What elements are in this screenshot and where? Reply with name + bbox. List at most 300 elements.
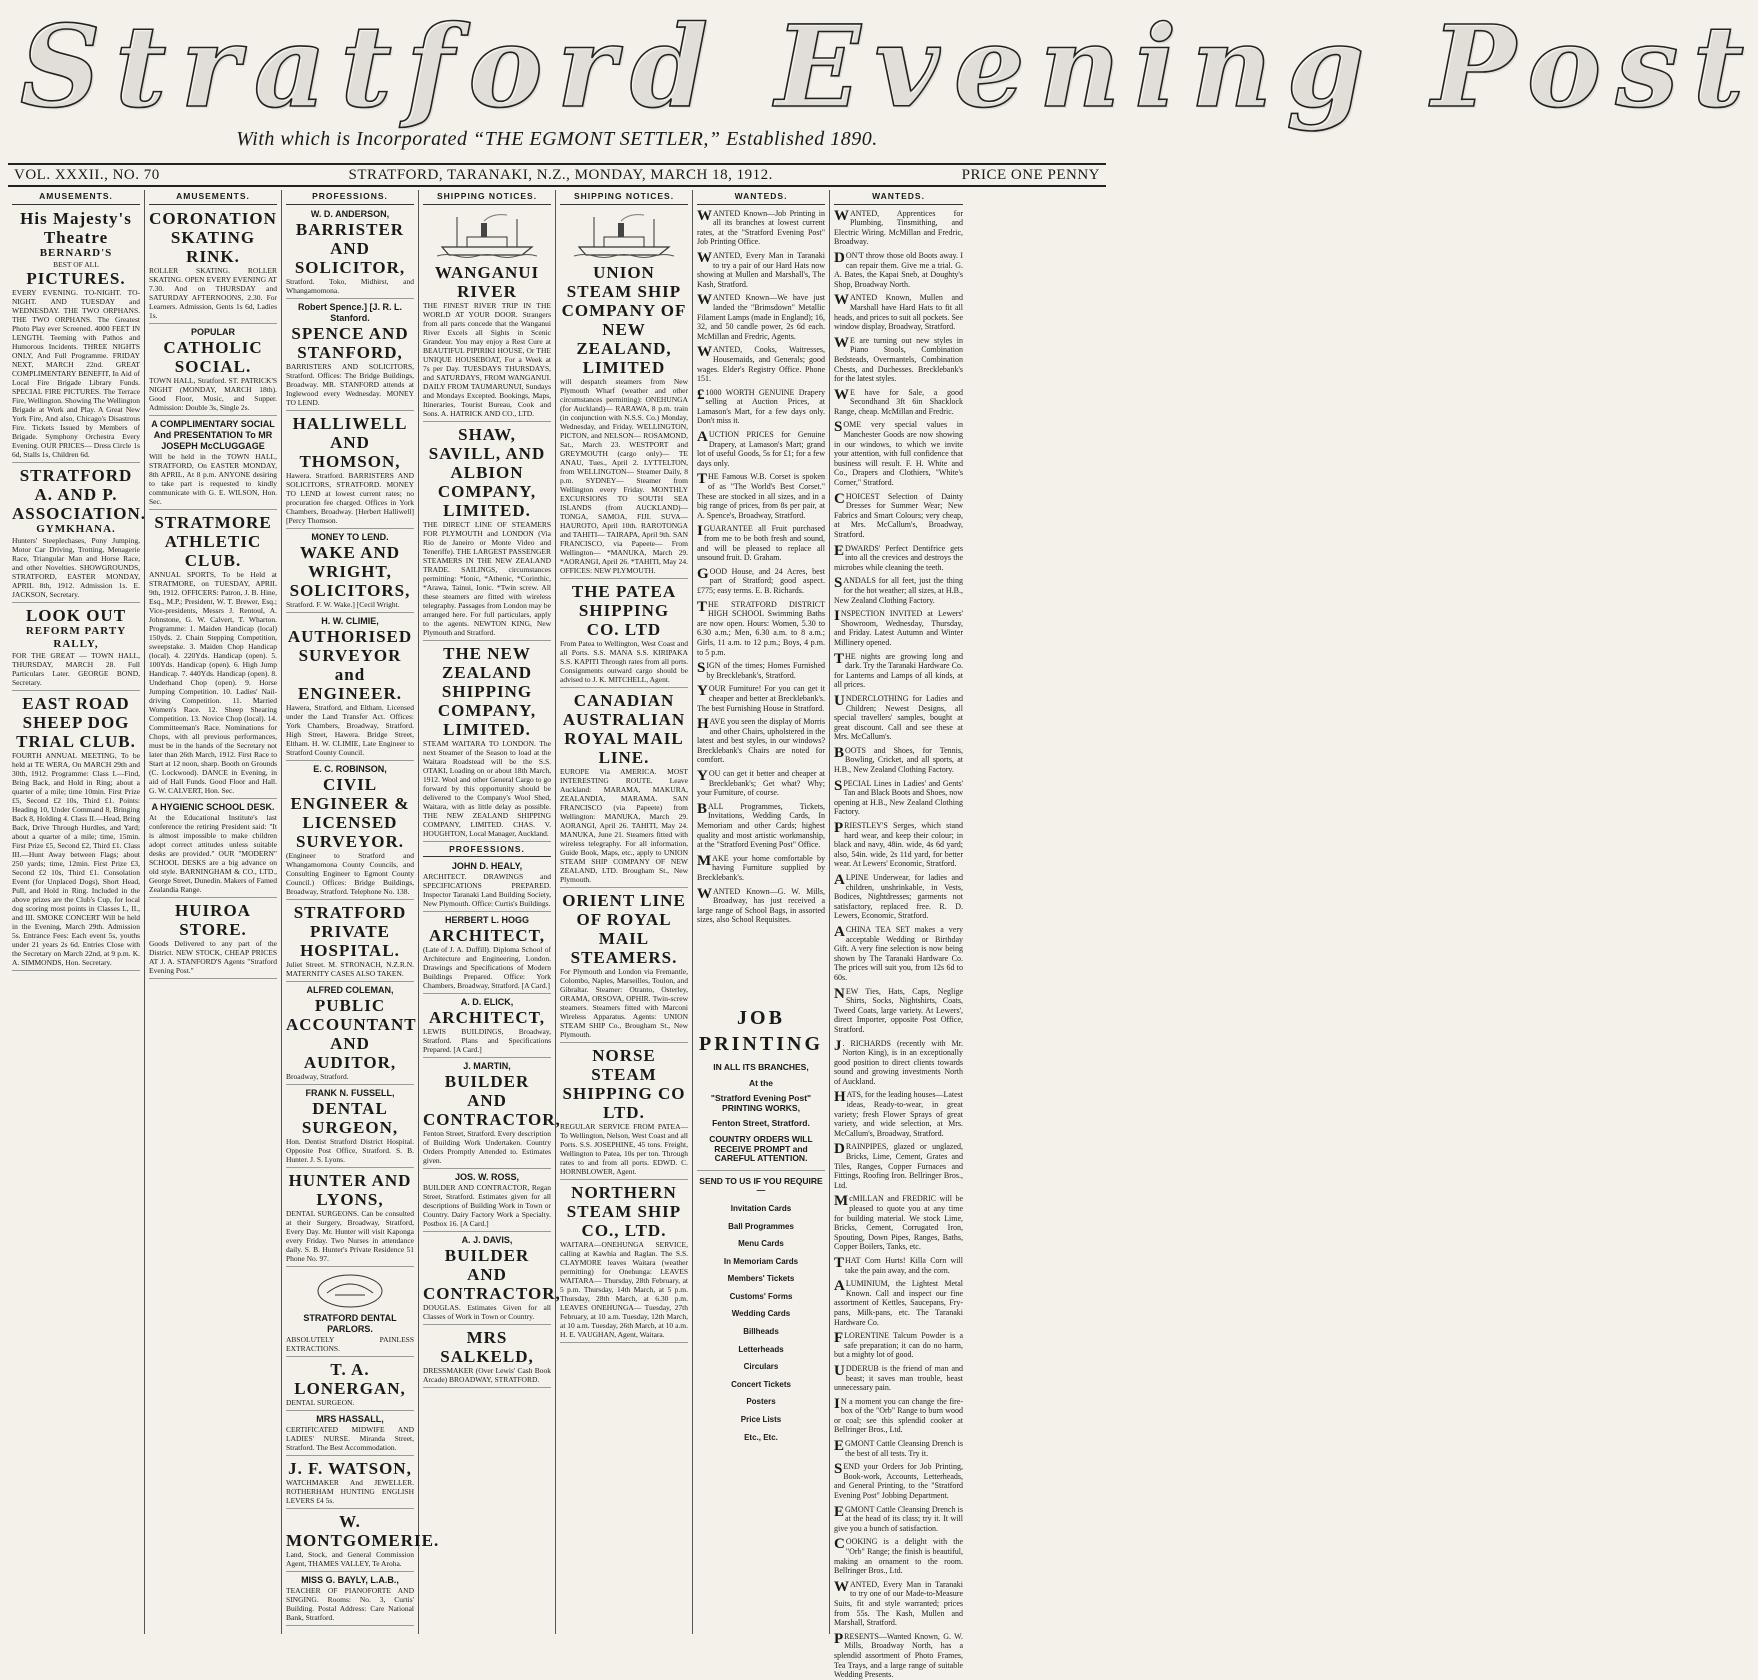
ad-heading: J. F. WATSON,: [288, 1458, 412, 1478]
drop-cap: U: [834, 692, 845, 709]
classified-text: GMONT Cattle Cleansing Drench is at the head of its class; try it. It will give you a bunch of satisfaction.: [834, 1504, 963, 1533]
advertisement: [560, 891, 688, 1043]
advertisement: [423, 845, 551, 913]
ad-body: STEAM WAITARA TO LONDON. The next Steamer of the Season to load at the Waitara Roadstead will be the S.S. OTAKI, Loading on or about 18th March, 1912. Wool and other General Cargo to go forward by this opportunity should be delivered to the Company's Wool Shed, Waitara, with as little delay as possible. THE NEW ZEALAND SHIPPING COMPANY, LIMITED. CHAS. V. HOUGHTON, Local Manager, Auckland.: [423, 738, 551, 838]
advertisement: [423, 1061, 561, 1169]
classified-text: ANTED Known—Job Printing in all its branches at lowest current rates, at the "Stratford Evening Post" Job Printing Office.: [697, 208, 825, 247]
ad-heading: CANADIAN AUSTRALIAN ROYAL MAIL LINE.: [562, 690, 686, 767]
drop-cap: T: [697, 471, 708, 488]
section-heading: PROFESSIONS.: [423, 845, 551, 858]
job-title-2: PRINTING: [698, 1032, 823, 1055]
ad-body: DRESSMAKER (Over Lewis' Cash Book Arcade) BROADWAY, STRATFORD.: [423, 1366, 551, 1385]
newspaper-subtitle: With which is Incorporated “THE EGMONT SETTLER,” Established 1890.: [236, 128, 878, 150]
classified-text: EW Ties, Hats, Caps, Neglige Shirts, Socks, Nightshirts, Coats, Tweed Coats, large variety. At Lewers', direct Importer, opposite Post Office, Stratford.: [834, 986, 963, 1034]
job-item: Circulars: [743, 1362, 779, 1372]
drop-cap: S: [834, 575, 843, 592]
column-wanteds-2: [830, 190, 967, 1680]
classified-ad: [834, 694, 963, 742]
classified-ad: [834, 576, 963, 605]
classified-ad: [834, 1462, 963, 1500]
ad-body: WAITARA—ONEHUNGA SERVICE, calling at Kawhia and Raglan. The S.S. CLAYMORE leaves Waitara (weather permitting) for Onehunga: LEAVES WAITARA— Thursday, 28th February, at 5 p.m. Thursday, 14th March, at 5 p.m. Thursday, 28th March, at 6.30 p.m. LEAVES ONEHUNGA— Tuesday, 27th February, at 10 a.m. Tuesday, 12th March, at 10 a.m. Tuesday, 26th March, at 10 a.m. H. E. VAUGHAN, Agent, Waitara.: [560, 1239, 688, 1339]
ad-heading: UNION STEAM SHIP COMPANY OF NEW ZEALAND, LIMITED: [561, 262, 687, 377]
classified-text: IGN of the times; Homes Furnished by Brecklebank's, Stratford.: [706, 661, 825, 680]
ad-body: will despatch steamers from New Plymouth Wharf (weather and other circumstances permitting): ONEHUNGA (for Auckland)— RARAWA, 8 p.m. train (in conjunction with N.S.S. Co.) Monday, Wednesday, and Friday. WELLINGTON, PICTON, and NELSON— ROSAMOND, Sat., March 23. WESTPORT and GREYMOUTH (cargo only)— TE ANAU, Tues., April 2. LYTTELTON, from WELLINGTON— Steamer Daily, 8 p.m. SYDNEY— Steamer from Wellington every Friday. MONTHLY EXCURSIONS TO SOUTH SEA ISLANDS (from AUCKLAND)— TONGA, SAMOA, FIJI. SUVA— HAUROTO, April 10th. RAROTONGA and TAHITI— TAIRAPA, April 9th. SAN FRANCISCO, via Papeete— From Wellington— *MANUKA, March 29. *AORANGI, April 26. *TAHITI, May 24. OFFICES: NEW PLYMOUTH.: [560, 376, 688, 575]
advertisement: [149, 209, 277, 324]
classified-ad: [834, 1331, 963, 1360]
drop-cap: T: [834, 650, 845, 667]
classified-ad: [697, 251, 825, 289]
ad-heading: T. A. LONERGAN,: [294, 1359, 406, 1398]
ad-heading: EAST ROAD SHEEP DOG TRIAL CLUB.: [16, 693, 136, 751]
classified-ad: [697, 802, 825, 850]
job-item: Billheads: [743, 1327, 779, 1337]
advertisement: [286, 209, 414, 299]
classified-text: HOICEST Selection of Dainty Dresses for Summer Wear; New Fabrics and Smart Colours; very cheap, at Mrs. McCallum's, Broadway, Stratford.: [834, 491, 963, 539]
drop-cap: S: [697, 660, 706, 677]
drop-cap: S: [834, 777, 843, 794]
classified-ad: [697, 661, 825, 680]
drop-cap: W: [697, 207, 712, 224]
ad-subheading: POPULAR: [190, 326, 235, 337]
drop-cap: B: [834, 744, 845, 761]
drop-cap: E: [834, 1438, 845, 1455]
classified-text: UCTION PRICES for Genuine Drapery, at Lamason's Mart; grand lot of useful Goods, 5s for £1; for a few days only.: [697, 430, 825, 468]
classified-ad: [834, 420, 963, 487]
ad-body: DOUGLAS. Estimates Given for all Classes of Work in Town or Country.: [423, 1303, 551, 1322]
column-shipping-1: [419, 190, 561, 1634]
dental-emblem-illustration: [315, 1271, 385, 1309]
ad-body: At the Educational Institute's last conference the retiring President said: "It is almost impossible to make children adopt correct attitudes unless suitable desks are provided." OUR "MODERN" SCHOOL DESKS are a big advance on old style. BARNINGHAM & CO., LTD., George Street, Dunedin. Makers of Famed Zealandia Range.: [149, 812, 277, 894]
advertisement: [286, 414, 414, 529]
ad-heading: CORONATION SKATING RINK.: [149, 208, 277, 266]
drop-cap: W: [834, 386, 849, 403]
classified-ad: [697, 684, 825, 713]
classified-text: ALL Programmes, Tickets, Invitations, Wedding Cards, In Memoriam and other Cards; highest quality and most artistic workmanship, at the "Stratford Evening Post" Office.: [697, 801, 825, 850]
drop-cap: F: [834, 1330, 844, 1347]
classified-text: HE nights are growing long and dark. Try the Taranaki Hardware Co. for Lanterns and Lamps of all kinds, at all prices.: [834, 651, 963, 690]
ad-heading: NORSE STEAM SHIPPING CO LTD.: [562, 1045, 686, 1122]
classified-text: HE STRATFORD DISTRICT HIGH SCHOOL Swimming Baths are now open. Hours: Women, 5.30 to 6.30 a.m.; Men, 6.30 a.m. to 8 a.m.; Girls, 11 a.m. to 12 p.m.; Boys, 4 p.m. to 5 p.m.: [697, 599, 825, 657]
ad-body: (Late of J. A. Duffill). Diploma School of Architecture and Engineering, London. Drawings and Specifications of Modern Buildings Prepared. Office: York Chambers, Broadway, Stratford. [A Card.]: [423, 945, 551, 991]
classified-text: NDERCLOTHING for Ladies and Children; Newest Designs, all special travellers' samples, bought at great discount. Call and see these at Mrs. McCallum's.: [834, 693, 963, 742]
classified-text: GMONT Cattle Cleansing Drench is the best of all tests. Try it.: [845, 1439, 963, 1458]
ad-body: CERTIFICATED MIDWIFE AND LADIES' NURSE. Miranda Street, Stratford. The Best Accommodation.: [286, 1424, 414, 1452]
classified-text: E are turning out new styles in Piano Stools, Combination Bedsteads, Overmantels, Combination Chests, and Duchesses. Brecklebank's for the latest styles.: [834, 335, 963, 384]
classified-ad: [834, 1439, 963, 1458]
ad-body: THE FINEST RIVER TRIP IN THE WORLD AT YOUR DOOR. Strangers from all parts concede that the Wanganui River Excels all Sights in Scenic Grandeur. You may enjoy a Rest Cure at BEAUTIFUL PIPIRIKI HOUSE, Or THE UNIQUE HOUSEBOAT, For a Week at 7s per Day. TUESDAYS THURSDAYS, and SATURDAYS, FROM WANGANUI. DAILY FROM TAUMARUNUI, Sundays and Mondays Excepted. Bookings, Maps, Itineraries, Tourist Bureau, Cook and Sons. A. HATRICK AND CO., LTD.: [423, 300, 551, 418]
classified-text: ANTED Known—G. W. Mills, Broadway, has just received a large range of School Bags, in assorted sizes, also School Requisites.: [697, 886, 825, 925]
classified-text: OU can get it better and cheaper at Brecklebank's; Get what? Why; your Furniture, of course.: [697, 769, 825, 798]
drop-cap: P: [834, 820, 844, 837]
ad-heading: THE NEW ZEALAND SHIPPING COMPANY, LIMITED.: [437, 643, 537, 739]
ad-title: REFORM PARTY RALLY,: [25, 624, 127, 650]
ad-heading: CATHOLIC SOCIAL.: [163, 337, 263, 376]
advertisement: [149, 327, 277, 416]
ad-heading: HUNTER AND LYONS,: [288, 1170, 412, 1209]
classified-ad: [834, 821, 963, 869]
advertisement: [149, 419, 277, 510]
classified-text: CHINA TEA SET makes a very acceptable Wedding or Birthday Gift. A very fine selection is now being shown by The Taranaki Hardware Co. The prices will suit you, from 12s 6d to 60s.: [834, 924, 963, 982]
ad-body: Broadway, Stratford.: [286, 1071, 349, 1081]
column-wanteds-1: [693, 190, 830, 1634]
classified-text: . RICHARDS (recently with Mr. Norton King), is in an exceptionally good position to direct clients towards sound and growing investments North of Auckland.: [834, 1038, 963, 1086]
classified-ad: [834, 987, 963, 1035]
drop-cap: N: [834, 985, 845, 1002]
classified-ad: [697, 209, 825, 247]
classified-ad: [834, 925, 963, 983]
drop-cap: H: [697, 716, 709, 733]
drop-cap: E: [834, 1503, 845, 1520]
ad-subheading: MONEY TO LEND.: [311, 531, 389, 542]
drop-cap: E: [834, 542, 845, 559]
job-item: Customs' Forms: [729, 1291, 793, 1301]
classified-text: cMILLAN and FREDRIC will be pleased to quote you at any time for building material. We stock Lime, Bricks, Cement, Corrugated Iron, Spouting, Down Pipes, Ranges, Baths, Copper Boilers, Tanks, etc.: [834, 1194, 963, 1252]
ad-heading: AUTHORISED SURVEYOR and ENGINEER.: [287, 626, 413, 703]
classified-text: ON'T throw those old Boots away. I can repair them. Give me a trial. G. A. Bates, the Kapai Sneb, at Doughty's Shop, Broadway North.: [834, 250, 963, 289]
classified-ad: [834, 336, 963, 384]
classified-text: DWARDS' Perfect Dentifrice gets into all the crevices and destroys the microbes while cleaning the teeth.: [834, 543, 963, 572]
ad-subheading: HERBERT L. HOGG: [444, 915, 529, 926]
ad-body: From Patea to Wellington, West Coast and all Ports. S.S. MANA S.S. KIRIPAKA S.S. KAPITI Through rates from all ports. Consignments outward cargo should be advised to J. K. MITCHELL, Agent.: [560, 638, 688, 684]
classified-ad: [834, 1632, 963, 1680]
ad-body: Stratford. Toko, Midhirst, and Whangamomona.: [286, 276, 414, 295]
job-item: Concert Tickets: [731, 1379, 791, 1389]
classified-text: N a moment you can change the fire-box of the "Orb" Range to burn wood or coal; see this splendid cooker at Bellringer Bros., Ltd.: [834, 1396, 963, 1435]
job-item: Posters: [746, 1397, 776, 1407]
drop-cap: A: [697, 429, 708, 446]
drop-cap: S: [834, 1461, 843, 1478]
classified-text: NSPECTION INVITED at Lewers' Showroom, Wednesday, Thursday, and Friday. Latest Autumn and Winter Millinery opened.: [834, 609, 963, 647]
ad-body: (Engineer to Stratford and Whangamomona County Councils, and Consulting Engineer to Egmont County Council.) Offices: Bridge Buildings, Broadway, Stratford. Telephone No. 138.: [286, 850, 414, 896]
column-heading: SHIPPING NOTICES.: [560, 192, 688, 205]
ad-title: GYMKHANA.: [36, 522, 116, 535]
classified-text: PECIAL Lines in Ladies' and Gents' Tan and Black Boots and Shoes, now opening at H.B., New Zealand Clothing Factory.: [834, 778, 963, 817]
ad-body: FOURTH ANNUAL MEETING, To be held at TE WERA, On MARCH 29th and 30th, 1912. Programme: Class I.—Find, Bring Back, and Hold in Ring; about a quarter of a mile; time 10min. First Prize £5, Second £2 10s, Third £1. Points: Heading 10, Under Command 8, Bringing Back 8, Holding 4. Class II.—Head, Bring Back, Drive Through Hurdles, and Yard; about a quarter of a mile; time, 15min. First Prize £5, Second £2, Third £1. Class III.—Hunt Away between Flags; about 250 yards; time, 12min. First Prize £3, Second £2 10s, Third £1. Consolation Event (for Unplaced Dogs), Short Head, Pull, and Hold in Ring. Included in the above prizes are the Club's Cup, for local dog scoring most points in Classes I., II., and III. SMOKE CONCERT Will be held in the Evening, March 29th. Admission 5s. Entrance Fees: Each event 5s, youths under 21 years 2s 6d. Entries Close with the Secretary on March 22nd, at 9 p.m. K. A. SIMMONDS, Hon. Secretary.: [12, 750, 140, 967]
drop-cap: W: [697, 885, 712, 902]
ad-body: Goods Delivered to any part of the District. NEW STOCK, CHEAP PRICES AT J. A. STANFORD'S Agents "Stratford Evening Post.": [149, 938, 277, 975]
advertisement: [423, 1235, 561, 1325]
ad-heading: W. MONTGOMERIE.: [286, 1511, 440, 1550]
advertisement: [149, 513, 277, 799]
ad-heading: HALLIWELL AND THOMSON,: [292, 413, 408, 471]
advertisement: [286, 1088, 414, 1168]
classified-ad: [834, 1580, 963, 1628]
advertisement: [560, 1183, 688, 1343]
advertisement: [286, 984, 417, 1085]
job-item: Letterheads: [738, 1344, 784, 1354]
ad-subheading: STRATFORD DENTAL PARLORS.: [303, 1312, 397, 1334]
ad-body: ANNUAL SPORTS, To be Held at STRATMORE, on TUESDAY, APRIL 9th, 1912. OFFICERS: Patron, J. B. Hine, Esq., M.P.; President, W. T. Brewer, Esq.; Vice-presidents, Messrs J. Rentoul, A. Johnstone, G. W. Calvert, T. Wharton. Programme: 1. Maiden Handicap (local) 150yds. 2. Chain Stepping Competition, sweepstake. 3. Maiden Chop Handicap (local). 4. 220Yds. Handicap (open). 5. 100Yds. Handicap (open). 6. High Jump Handicap. 7. 440Yds. Handicap (open). 8. Underhand Chop (open). 9. Horse Jumping Competition. 10. Ladies' Nail-driving Competition. 11. Married Women's Race. 12. Sheep Shearing Competition. 13. Novice Chop (local). 14. Committeeman's Race. Nominations for Chops, with all previous performances, must be in the hands of the Secretary not later than 26th March, 1912. First Race to Start at 12 noon, sharp. Booth on Grounds (C. Lockwood). DANCE in Evening, in aid of Hall Funds. Good Floor and Hall. G. W. CALVERT, Hon. Sec.: [149, 569, 277, 795]
job-printing-ad: [697, 1005, 825, 1442]
ad-body: Hunters' Steeplechases, Pony Jumping, Motor Car Driving, Trotting, Menagerie Race, Triangular Man and Horse Race, and other Novelties. SHOWGROUNDS, STRATFORD, EASTER MONDAY, APRIL 8th, 1912. Admission 1s. E. JACKSON, Secretary.: [12, 535, 140, 599]
classified-ad: [697, 388, 825, 426]
ad-body: Juliet Street. M. STRONACH, N.Z.R.N. MATERNITY CASES ALSO TAKEN.: [286, 959, 414, 978]
job-item: Menu Cards: [738, 1239, 784, 1249]
advertisement: [12, 465, 147, 603]
classified-ad: [834, 1142, 963, 1190]
advertisement: [12, 209, 140, 463]
drop-cap: A: [834, 872, 845, 888]
classified-ad: [697, 717, 825, 765]
job-item: Invitation Cards: [730, 1203, 792, 1213]
ad-body: For Plymouth and London via Fremantle, Colombo, Naples, Marseilles, Toulon, and Gibraltar. Steamer: Otranto, Osterley, ORAMA, ORSOVA, OPHIR. Twin-screw steamers. Steamers fitted with Marconi Wireless Apparatus. Agents: UNION STEAM SHIP Co., Brougham St., New Plymouth.: [560, 966, 688, 1039]
drop-cap: H: [834, 1089, 846, 1106]
classified-ad: [834, 873, 963, 921]
classified-ad: [697, 430, 825, 468]
classified-text: OUR Furniture! For you can get it cheaper and better at Brecklebank's. The best Furnishing House in Stratford.: [697, 684, 825, 713]
advertisement: [423, 209, 551, 422]
drop-cap: M: [697, 852, 712, 869]
newspaper-title: Stratford Evening Post: [20, 2, 1758, 133]
classified-text: ANTED Known—We have just landed the "Brimsdown" Metallic Filament Lamps (made in England); 16, 32, and 50 candle power, 2s 6d each. McMillan and Fredric, Agents.: [697, 293, 825, 341]
ad-title: BERNARD'S: [39, 246, 113, 259]
ad-subheading: J. MARTIN,: [463, 1061, 511, 1072]
ad-body: FOR THE GREAT — TOWN HALL, THURSDAY, MARCH 28. Full Particulars Later. GEORGE BOND, Secretary.: [12, 650, 140, 687]
job-item: Price Lists: [740, 1415, 782, 1425]
job-title: JOB: [737, 1006, 785, 1029]
drop-cap: I: [834, 608, 840, 625]
page-columns: [8, 190, 1106, 1680]
classified-text: HE Famous W.B. Corset is spoken of as "The World's Best Corset." These are stocked in all sizes, and in a big range of prices, from 8s per pair, at A. Spence's, Broadway, Stratford.: [697, 472, 825, 520]
drop-cap: S: [834, 419, 843, 436]
classified-ad: [697, 472, 825, 520]
ad-body: DENTAL SURGEONS. Can be consulted at their Surgery, Broadway, Stratford, Every Day. Mr. Hunter will visit Kaponga every Friday. Two Nurses in attendance daily. S. B. Hunter's Private Residence 51 Phone No. 97.: [286, 1208, 414, 1263]
classified-text: 1000 WORTH GENUINE Drapery selling at Auction Prices, at Lamason's Mart, for a few days only. Don't miss it.: [697, 387, 825, 426]
classified-text: LORENTINE Talcum Powder is a safe preparation; it can do no harm, but a mighty lot of good.: [834, 1331, 963, 1360]
dateline: [8, 163, 1106, 187]
job-at: At the: [748, 1077, 774, 1088]
column-amusements-1: [8, 190, 145, 1634]
drop-cap: £: [697, 386, 705, 403]
classified-text: END your Orders for Job Printing, Book-work, Accounts, Letterheads, and General Printing, to the "Stratford Evening Post" Jobbing Department.: [834, 1462, 963, 1501]
ad-subheading: E. C. ROBINSON,: [313, 763, 387, 774]
steamship-illustration: [437, 209, 537, 259]
classified-ad: [697, 567, 825, 596]
place-date: STRATFORD, TARANAKI, N.Z., MONDAY, MARCH 18, 1912.: [348, 166, 773, 183]
ad-heading: STRATMORE ATHLETIC CLUB.: [154, 512, 272, 570]
classified-ad: [834, 251, 963, 289]
volume-number: VOL. XXXII., NO. 70: [14, 166, 160, 183]
ad-heading: ARCHITECT,: [429, 926, 545, 946]
classified-text: E have for Sale, a good Secondhand 3ft 6in Shacklock Range, cheap. McMillan and Fredric.: [834, 387, 963, 416]
classified-text: RESENTS—Wanted Known, G. W. Mills, Broadway North, has a splendid assortment of Photo Frames, Tea Trays, and a large range of suitable Wedding Presents.: [834, 1631, 963, 1680]
ad-subheading: A HYGIENIC SCHOOL DESK.: [151, 801, 275, 812]
column-heading: SHIPPING NOTICES.: [423, 192, 551, 205]
classified-ad: [834, 779, 963, 817]
classified-text: OME very special values in Manchester Goods are now showing in our windows, to which we invite your attention, with full confidence that business will result. F. H. White and Co., Drapers and Clothiers, "White's Corner," Stratford.: [834, 420, 963, 488]
drop-cap: W: [697, 292, 712, 309]
drop-cap: U: [834, 1362, 845, 1379]
ad-heading: ARCHITECT,: [429, 1008, 545, 1028]
ad-body: Hawera, Stratford, and Eltham. Licensed under the Land Transfer Act. Offices: York Chambers, Broadway, Stratford. High Street, Hawera. Bridge Street, Eltham. H. W. CLIMIE, Late Engineer to Stratford County Council.: [286, 702, 414, 757]
drop-cap: C: [834, 490, 845, 507]
advertisement: [423, 915, 551, 994]
classified-ad: [834, 293, 963, 331]
classified-text: LUMINIUM, the Lightest Metal Known. Call and inspect our fine assortment of Kettles, Saucepans, Fry-pans, Milk-pans, etc. The Taranaki Hardware Co.: [834, 1279, 963, 1327]
advertisement: [12, 606, 140, 691]
ad-body: TOWN HALL, Stratford. ST. PATRICK'S NIGHT (MONDAY, MARCH 18th). Good Floor, Music, and Supper. Admission: Double 3s, Single 2s.: [149, 375, 277, 412]
ad-subheading: JOHN D. HEALY,: [451, 861, 523, 872]
advertisement: [286, 1511, 440, 1572]
ad-heading: BARRISTER AND SOLICITOR,: [294, 219, 406, 277]
drop-cap: W: [834, 334, 849, 351]
classified-ad: [834, 1194, 963, 1252]
ad-heading: MRS SALKELD,: [440, 1328, 534, 1367]
classified-ad: [834, 652, 963, 690]
ad-heading: HUIROA STORE.: [175, 900, 251, 939]
job-item: Wedding Cards: [731, 1309, 791, 1319]
advertisement: [12, 694, 140, 971]
drop-cap: D: [834, 1141, 845, 1158]
column-heading: WANTEDS.: [834, 192, 963, 205]
ad-heading: STRATFORD A. AND P. ASSOCIATION.: [12, 465, 147, 523]
classified-ad: [834, 746, 963, 775]
classified-ad: [834, 209, 963, 247]
drop-cap: P: [834, 1630, 844, 1647]
ad-body: ARCHITECT. DRAWINGS and SPECIFICATIONS PREPARED. Inspector Taranaki Land Building Society, New Plymouth. Office: Curtis's Buildings.: [423, 872, 551, 909]
drop-cap: T: [834, 1254, 845, 1271]
column-shipping-2: [556, 190, 693, 1634]
classified-text: ANTED Known, Mullen and Marshall have Hard Hats to fit all heads, and prices to suit all pockets. See window display, Broadway, Stratford.: [834, 293, 963, 332]
classified-text: OOTS and Shoes, for Tennis, Bowling, Cricket, and all sports, at H.B., New Zealand Clothing Factory.: [834, 745, 963, 775]
classified-text: OOKING is a delight with the "Orb" Range; the finish is beautiful, making an ornament to the room. Bellringer Bros., Ltd.: [834, 1537, 963, 1576]
advertisement: [286, 1459, 414, 1509]
classified-text: LPINE Underwear, for ladies and children, unshrinkable, in Vests, Bodices, Nightdresses; garments not satisfactory, replaced free. R. D. Lewers, Economic, Stratford.: [834, 873, 963, 921]
classified-text: AVE you seen the display of Morris and other Chairs, upholstered in the latest and best styles, in our windows? Brecklebank's Chairs are noted for comfort.: [697, 717, 825, 765]
classified-ad: [697, 345, 825, 383]
drop-cap: C: [834, 1536, 845, 1553]
classified-ad: [697, 293, 825, 341]
classified-ad: [834, 492, 963, 540]
advertisement: [286, 1414, 414, 1456]
classified-ad: [834, 1039, 963, 1087]
drop-cap: T: [697, 598, 708, 615]
advertisement: [423, 644, 551, 842]
ad-subheading: A COMPLIMENTARY SOCIAL And PRESENTATION To MR JOSEPH McCLUGGAGE: [151, 418, 275, 451]
advertisement: [149, 901, 277, 979]
classified-ad: [834, 1279, 963, 1327]
drop-cap: W: [834, 207, 849, 224]
classified-ad: [697, 600, 825, 658]
ad-subheading: JOS. W. ROSS,: [454, 1172, 519, 1183]
divider: [697, 1170, 825, 1171]
drop-cap: I: [697, 523, 703, 540]
ad-heading: His Majesty's Theatre: [20, 208, 132, 247]
advertisement: [149, 802, 277, 898]
drop-cap: J: [834, 1037, 842, 1054]
job-country-orders: COUNTRY ORDERS WILL RECEIVE PROMPT and CAREFUL ATTENTION.: [709, 1133, 813, 1164]
masthead: [0, 0, 1758, 150]
advertisement: [286, 1575, 414, 1626]
ad-heading: ORIENT LINE OF ROYAL MAIL STEAMERS.: [562, 890, 686, 967]
ad-body: Land, Stock, and General Commission Agent, THAMES VALLEY, Te Aroha.: [286, 1549, 414, 1568]
ad-body: BUILDER AND CONTRACTOR, Regan Street, Stratford. Estimates given for all descriptions of Building Work in Town or Country. Dairy Factory Work a Specialty. Postbox 16. [A Card.]: [423, 1183, 551, 1229]
column-heading: AMUSEMENTS.: [149, 192, 277, 205]
classified-ad: [697, 887, 825, 925]
classified-ad: [834, 1090, 963, 1138]
ad-body: LEWIS BUILDINGS, Broadway, Stratford. Plans and Specifications Prepared. [A Card.]: [423, 1027, 551, 1055]
ad-heading: PUBLIC ACCOUNTANT AND AUDITOR,: [286, 995, 417, 1072]
advertisement: [286, 1271, 414, 1357]
ad-heading-2: PICTURES.: [26, 268, 126, 288]
ad-subheading: A. D. ELICK,: [460, 997, 514, 1008]
classified-ad: [834, 1505, 963, 1534]
classified-text: ANTED, Every Man in Taranaki to try a pair of our Hard Hats now showing at Mullen and Marshall's, The Kash, Stratford.: [697, 250, 825, 289]
classified-text: ANDALS for all feet, just the thing for the hot weather; all sizes, at H.B., New Zealand Clothing Factory.: [834, 576, 963, 605]
ad-body: Hawera. Stratford. BARRISTERS AND SOLICITORS, STRATFORD. MONEY TO LEND at lowest current rates; no procuration fee charged. Offices in York Chambers, Broadway. [Herbert Halliwell] [Percy Thomson.: [286, 470, 414, 525]
advertisement: [286, 616, 414, 761]
advertisement: [560, 209, 688, 579]
ad-body: DENTAL SURGEON.: [286, 1397, 355, 1407]
advertisement: [286, 302, 414, 411]
classified-text: RIESTLEY'S Serges, which stand hard wear, and keep their colour; in black and navy, 48in. wide, 4s 6d yard; also, 54in. wide, 2s 11d yard, for better wear. At Lewers' Economic, Stratford.: [834, 821, 963, 869]
ad-heading: SHAW, SAVILL, AND ALBION COMPANY, LIMITED.: [428, 424, 546, 520]
ad-subheading: A. J. DAVIS,: [461, 1235, 513, 1246]
job-item: Etc., Etc.: [744, 1432, 778, 1442]
column-amusements-2: [145, 190, 282, 1634]
advertisement: [423, 1328, 551, 1388]
drop-cap: G: [697, 565, 709, 582]
ad-body: TEACHER OF PIANOFORTE AND SINGING. Rooms: No. 3, Curtis' Building. Postal Address: Care National Bank, Stratford.: [286, 1585, 414, 1622]
ad-subheading: W. D. ANDERSON,: [310, 208, 390, 219]
advertisement: [560, 1046, 688, 1180]
ad-body: EUROPE Via AMERICA. MOST INTERESTING ROUTE. Leave Auckland: MARAMA, MAKURA, ZEALANDIA, MARAMA. SAN FRANCISCO (via Papeete) from Wellington: MANUKA, March 29. AORANGI, April 26. TAHITI, May 24. MANUKA, June 21. Steamers fitted with wireless telegraphy. For all information, Guide Book, Maps, etc., apply to UNION STEAM SHIP COMPANY OF NEW ZEALAND, LTD. Brougham St., New Plymouth.: [560, 766, 688, 884]
job-address: Fenton Street, Stratford.: [712, 1118, 810, 1129]
job-send: SEND TO US IF YOU REQUIRE—: [699, 1175, 823, 1196]
drop-cap: D: [834, 249, 845, 266]
drop-cap: M: [834, 1193, 849, 1210]
classified-text: ANTED, Every Man in Taranaki to try one of our Made-to-Measure Suits, fit and style warranted; prices from 55s. The Kash, Mullen and Marshall, Stratford.: [834, 1579, 963, 1628]
drop-cap: B: [697, 800, 708, 817]
ad-heading: THE PATEA SHIPPING CO. LTD: [571, 581, 677, 639]
ad-heading: WANGANUI RIVER: [434, 262, 540, 301]
classified-ad: [834, 1397, 963, 1435]
ad-heading: CIVIL ENGINEER & LICENSED SURVEYOR.: [290, 774, 410, 851]
column-heading: WANTEDS.: [697, 192, 825, 205]
classified-text: ANTED, Cooks, Waitresses, Housemaids, and Generals; good wages. Elder's Registry Office. Phone 151.: [697, 345, 825, 384]
advertisement: [286, 532, 414, 613]
classified-text: GUARANTEE all Fruit purchased from me to be both fresh and sound, and will be pleased to replace all unsound fruit. D. Graham.: [697, 524, 825, 563]
advertisement: [286, 764, 414, 900]
drop-cap: Y: [697, 768, 708, 785]
column-heading: PROFESSIONS.: [286, 192, 414, 205]
job-items-list: [697, 1204, 825, 1442]
job-works: "Stratford Evening Post" PRINTING WORKS,: [710, 1093, 812, 1113]
price: PRICE ONE PENNY: [961, 166, 1100, 183]
classified-ad: [834, 1256, 963, 1275]
ad-subheading: Robert Spence.] [J. R. L. Stanford.: [297, 301, 402, 323]
ad-body: ROLLER SKATING. ROLLER SKATING. OPEN EVERY EVENING AT 7.30. And on THURSDAY and SATURDAY AFTERNOONS, 2.30. For Learners. Admission, Gents 1s 6d, Ladies 1s.: [149, 265, 277, 320]
classified-ad: [697, 769, 825, 798]
job-item: In Memoriam Cards: [723, 1256, 799, 1266]
classified-ad: [834, 1364, 963, 1393]
classified-ad: [834, 1537, 963, 1575]
advertisement: [423, 997, 551, 1058]
ad-heading: LOOK OUT: [25, 605, 127, 625]
ad-heading: BUILDER AND CONTRACTOR,: [423, 1246, 561, 1304]
ad-body: THE DIRECT LINE OF STEAMERS FOR PLYMOUTH and LONDON (Via Rio de Janeiro or Monte Video and Teneriffe). THE LARGEST PASSENGER STEAMERS IN THE NEW ZEALAND TRADE. SAILINGS, circumstances permitting: *Ionic, *Athenic, *Corinthic, *Arawa, Tainui, Ionic. *Twin screw. All these steamers are fitted with wireless telegraphy. Passages from London may be arranged here. For full particulars, apply to the agents. NEWTON KING, New Plymouth and Stratford.: [423, 519, 551, 637]
advertisement: [423, 1172, 551, 1232]
ad-heading: DENTAL SURGEON,: [301, 1098, 399, 1137]
ad-body: WATCHMAKER And JEWELLER. ROTHERHAM HUNTING ENGLISH LEVERS £4 5s.: [286, 1477, 414, 1505]
ad-subheading: ALFRED COLEMAN,: [306, 984, 394, 995]
ad-body: REGULAR SERVICE FROM PATEA— To Wellington, Nelson, West Coast and all Ports. S.S. JOSEPHINE, 45 tons. Freight, Wellington to Patea, 10s per ton. Through rates to and from all ports. EDWD. C. HORNBLOWER, Agent.: [560, 1121, 688, 1176]
advertisement: [560, 691, 688, 888]
drop-cap: W: [697, 249, 712, 266]
classified-ad: [834, 609, 963, 647]
advertisement: [286, 903, 414, 982]
ad-body: Hon. Dentist Stratford District Hospital. Opposite Post Office, Stratford. S. B. Hunter. J. S. Lyons.: [286, 1136, 414, 1164]
